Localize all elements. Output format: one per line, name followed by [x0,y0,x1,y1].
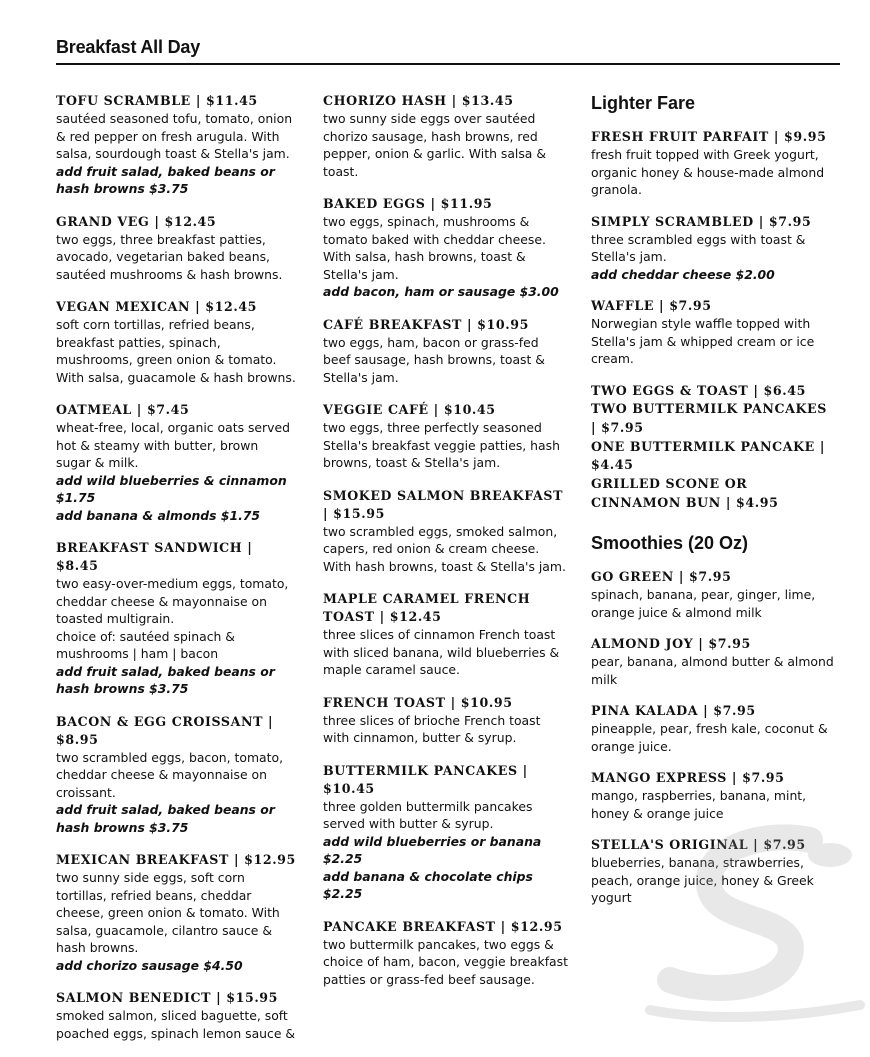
menu-item-name: PANCAKE BREAKFAST | $12.95 [323,918,563,934]
menu-item-name: GRAND VEG | $12.45 [56,213,217,229]
menu-item [591,297,836,368]
menu-item-name: MEXICAN BREAKFAST | $12.95 [56,852,296,867]
menu-item-description: two eggs, ham, bacon or grass-fed beef sausage, hash browns, toast & Stella's jam. [323,334,545,385]
section-title-lighter-fare: Lighter Fare [591,93,696,113]
menu-item-description: blueberries, banana, strawberries, peach, orange juice, honey & Greek yogurt [591,855,814,906]
menu-item [56,401,296,524]
menu-item-description: three slices of brioche French toast with cinnamon, butter & syrup. [323,712,541,745]
menu-column-2 [323,92,568,1003]
extra-item: TWO BUTTERMILK PANCAKES | $7.95 [591,401,827,435]
menu-item-name: TOFU SCRAMBLE | $11.45 [56,93,258,108]
menu-item [323,401,568,472]
menu-item [56,713,296,837]
menu-item-description: spinach, banana, pear, ginger, lime, orange juice & almond milk [591,587,816,620]
extra-item: TWO EGGS & TOAST | $6.45 [591,382,806,398]
menu-item-description: two scrambled eggs, bacon, tomato, cheddar cheese & mayonnaise on croissant. [56,749,284,800]
menu-item [56,539,296,698]
menu-item-addon: add banana & chocolate chips $2.25 [323,868,533,901]
menu-item-description: smoked salmon, sliced baguette, soft poached eggs, spinach lemon sauce & [56,1008,296,1041]
menu-item-name: MANGO EXPRESS | $7.95 [591,770,785,786]
menu-item-addon: add banana & almonds $1.75 [56,507,261,523]
menu-column-3 [591,92,836,921]
menu-item-addon: add fruit salad, baked beans or hash browns $3.75 [56,163,275,196]
menu-item [323,918,568,989]
menu-item [591,213,836,284]
menu-item-name: BUTTERMILK PANCAKES | $10.45 [323,762,528,796]
extra-item: GRILLED SCONE OR CINNAMON BUN | $4.95 [591,476,779,510]
menu-item-description: two easy-over-medium eggs, tomato, cheddar cheese & mayonnaise on toasted multigrain. [56,576,289,626]
menu-item-description: two scrambled eggs, smoked salmon, capers, red onion & cream cheese. With hash browns, toast & Stella's jam. [323,523,566,574]
menu-item-description: sautéed seasoned tofu, tomato, onion & red pepper on fresh arugula. With salsa, sourdough toast & Stella's jam. [56,111,293,161]
page-title: Breakfast All Day [56,37,201,57]
menu-item-name: VEGAN MEXICAN | $12.45 [56,299,258,314]
extra-item: ONE BUTTERMILK PANCAKE | $4.45 [591,438,826,473]
menu-item [323,195,568,301]
menu-item-name: GO GREEN | $7.95 [591,569,732,585]
menu-item-name: FRESH FRUIT PARFAIT | $9.95 [591,129,827,144]
menu-item-description: pear, banana, almond butter & almond milk [591,654,834,687]
menu-item [591,568,836,621]
section-title-smoothies: Smoothies (20 Oz) [591,533,749,554]
menu-item-name: VEGGIE CAFÉ | $10.45 [323,402,496,417]
stellas-logo-watermark [640,820,870,1024]
menu-item-description: three scrambled eggs with toast & Stella's jam. [591,231,806,264]
menu-item-name: FRENCH TOAST | $10.95 [323,694,513,710]
menu-item-name: BAKED EGGS | $11.95 [323,196,493,211]
menu-item-description: two eggs, spinach, mushrooms & tomato baked with cheddar cheese. With salsa, hash browns, toast & Stella's jam. [323,214,546,282]
menu-item [323,590,568,679]
menu-item [56,851,296,974]
menu-item-name: PINA KALADA | $7.95 [591,703,756,719]
header-divider [56,63,840,65]
menu-item [56,92,296,198]
menu-item [591,769,836,822]
menu-item-name: MAPLE CARAMEL FRENCH TOAST | $12.45 [323,591,531,624]
menu-column-1 [56,92,296,1057]
menu-item-description: wheat-free, local, organic oats served hot & steamy with butter, brown sugar & milk. [56,420,290,470]
menu-item-addon: add chorizo sausage $4.50 [56,957,243,973]
menu-item [56,213,296,284]
menu-item-description: Norwegian style waffle topped with Stella's jam & whipped cream or ice cream. [591,316,815,366]
menu-item [323,762,568,903]
menu-item-choices: choice of: sautéed spinach & mushrooms | ham | bacon [56,628,235,661]
menu-item-description: two eggs, three breakfast patties, avocado, vegetarian baked beans, sautéed mushrooms & hash browns. [56,231,283,282]
menu-item-name: OATMEAL | $7.45 [56,402,190,417]
menu-item-name: SALMON BENEDICT | $15.95 [56,990,279,1005]
menu-item-name: CHORIZO HASH | $13.45 [323,93,514,108]
lighter-fare-items [591,128,836,368]
menu-item-description: soft corn tortillas, refried beans, breakfast patties, spinach, mushrooms, green onion & tomato. With salsa, guacamole & hash browns. [56,317,296,385]
menu-item [323,92,568,180]
lighter-fare-extras [591,382,836,513]
menu-item-name: SMOKED SALMON BREAKFAST | $15.95 [323,487,564,521]
menu-item-name: STELLA'S ORIGINAL | $7.95 [591,837,806,853]
menu-item-name: SIMPLY SCRAMBLED | $7.95 [591,213,812,229]
menu-item-description: pineapple, pear, fresh kale, coconut & orange juice. [591,721,828,754]
menu-item-name: BREAKFAST SANDWICH | $8.45 [56,540,253,573]
menu-item-addon: add fruit salad, baked beans or hash browns $3.75 [56,802,275,835]
menu-item-addon: add wild blueberries & cinnamon $1.75 [56,472,287,505]
menu-item-description: two sunny side eggs over sautéed chorizo sausage, hash browns, red pepper, onion & garlic. With salsa & toast. [323,111,547,179]
menu-item-name: ALMOND JOY | $7.95 [591,636,751,652]
menu-item-description: two buttermilk pancakes, two eggs & choice of ham, bacon, veggie breakfast patties or grass-fed beef sausage. [323,936,568,987]
menu-item [591,635,836,688]
menu-item [323,487,568,576]
menu-item-addon: add wild blueberries or banana $2.25 [323,833,542,866]
menu-item-addon: add bacon, ham or sausage $3.00 [323,284,559,299]
menu-item-name: BACON & EGG CROISSANT | $8.95 [56,713,274,747]
menu-item [323,316,568,387]
menu-item [591,702,836,755]
menu-item-name: CAFÉ BREAKFAST | $10.95 [323,316,529,332]
menu-item-addon: add fruit salad, baked beans or hash browns $3.75 [56,663,275,696]
menu-item-description: mango, raspberries, banana, mint, honey & orange juice [591,788,807,821]
menu-item-description: two sunny side eggs, soft corn tortillas, refried beans, cheddar cheese, green onion & tomato. With salsa, guacamole, cilantro sauce & hash browns. [56,870,280,955]
menu-item-description: three golden buttermilk pancakes served with butter & syrup. [323,798,533,831]
menu-item [56,989,296,1042]
menu-item [56,298,296,386]
menu-item-addon: add cheddar cheese $2.00 [591,266,775,282]
menu-item-description: two eggs, three perfectly seasoned Stella's breakfast veggie patties, hash browns, toast & Stella's jam. [323,420,560,470]
menu-item [323,694,568,747]
menu-item-name: WAFFLE | $7.95 [591,298,712,313]
menu-item-description: fresh fruit topped with Greek yogurt, organic honey & house-made almond granola. [591,147,825,197]
menu-item [591,128,836,199]
menu-item-description: three slices of cinnamon French toast with sliced banana, wild blueberries & maple caramel sauce. [323,627,560,677]
